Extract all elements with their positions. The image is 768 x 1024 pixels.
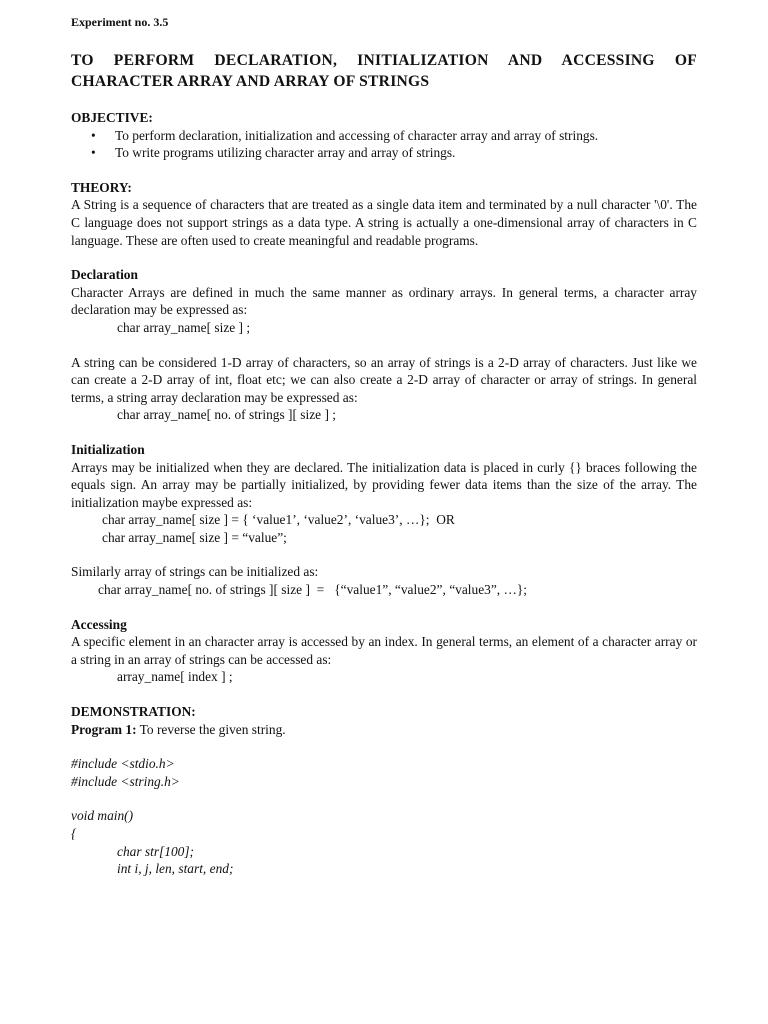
- code-line-main: void main(): [71, 808, 134, 824]
- theory-paragraph: A String is a sequence of characters that are treated as a single data item and terminated by a null character '\0'. The C language does not support strings as a data type. A string is actually a one-dimensional array of characters in C language. These are often used to create meaningful and readable programs.: [71, 197, 697, 248]
- demonstration-heading: DEMONSTRATION:: [71, 704, 196, 720]
- list-item: [71, 127, 697, 145]
- code-line-int-decl: int i, j, len, start, end;: [117, 861, 234, 877]
- program-title: [71, 721, 697, 739]
- string-init-syntax: char array_name[ no. of strings ][ size ] = {“value1”, “value2”, “value3”, …};: [98, 582, 528, 598]
- objective-item-text: To write programs utilizing character array and array of strings.: [115, 145, 456, 161]
- string-init-paragraph: Similarly array of strings can be initialized as:: [71, 564, 319, 580]
- bullet-icon: •: [91, 127, 96, 143]
- initialization-syntax-2: char array_name[ size ] = “value”;: [102, 529, 287, 545]
- document-page: [71, 14, 697, 878]
- declaration-syntax: char array_name[ size ] ;: [117, 319, 251, 335]
- declaration-paragraph: Character Arrays are defined in much the same manner as ordinary arrays. In general terms, a character array declaration may be expressed as:: [71, 284, 697, 318]
- objective-list: [71, 127, 697, 162]
- document-title: TO PERFORM DECLARATION, INITIALIZATION AND ACCESSING OF CHARACTER ARRAY AND ARRAY OF STRINGS: [71, 52, 697, 90]
- string-array-syntax: char array_name[ no. of strings ][ size ] ;: [117, 407, 336, 423]
- code-line-include-stdio: #include <stdio.h>: [71, 756, 175, 772]
- theory-heading: THEORY:: [71, 179, 132, 195]
- code-line-include-string: #include <string.h>: [71, 773, 180, 789]
- objective-heading: OBJECTIVE:: [71, 110, 153, 125]
- spacer: [71, 337, 697, 354]
- code-line-open-brace: {: [71, 826, 77, 841]
- program-label: Program 1:: [71, 721, 137, 737]
- code-line-char-decl: char str[100];: [117, 843, 195, 859]
- list-item: [71, 144, 697, 162]
- objective-item-text: To perform declaration, initialization and accessing of character array and array of strings.: [115, 127, 599, 143]
- accessing-syntax: array_name[ index ] ;: [117, 669, 233, 685]
- initialization-paragraph: Arrays may be initialized when they are declared. The initialization data is placed in curly {} braces following the equals sign. An array may be partially initialized, by providing fewer data items than the size of the array. The initialization maybe expressed as:: [71, 459, 697, 510]
- bullet-icon: •: [91, 145, 96, 161]
- program-description: To reverse the given string.: [136, 721, 286, 737]
- declaration-heading: Declaration: [71, 267, 138, 283]
- experiment-number: Experiment no. 3.5: [71, 15, 169, 29]
- spacer: [71, 546, 697, 563]
- spacer: [71, 738, 697, 755]
- initialization-syntax-1: char array_name[ size ] = { ‘value1’, ‘value2’, ‘value3’, …}; OR: [102, 512, 455, 528]
- string-array-paragraph: A string can be considered 1-D array of characters, so an array of strings is a 2-D array of characters. Just like we can create a 2-D array of int, float etc; we can also create a 2-D array of character or array of strings. In general terms, a string array declaration may be expressed as:: [71, 354, 697, 405]
- spacer: [71, 790, 697, 807]
- initialization-heading: Initialization: [71, 441, 145, 457]
- accessing-heading: Accessing: [71, 616, 127, 632]
- accessing-paragraph: A specific element in an character array is accessed by an index. In general terms, an element of a character array or a string in an array of strings can be accessed as:: [71, 634, 697, 667]
